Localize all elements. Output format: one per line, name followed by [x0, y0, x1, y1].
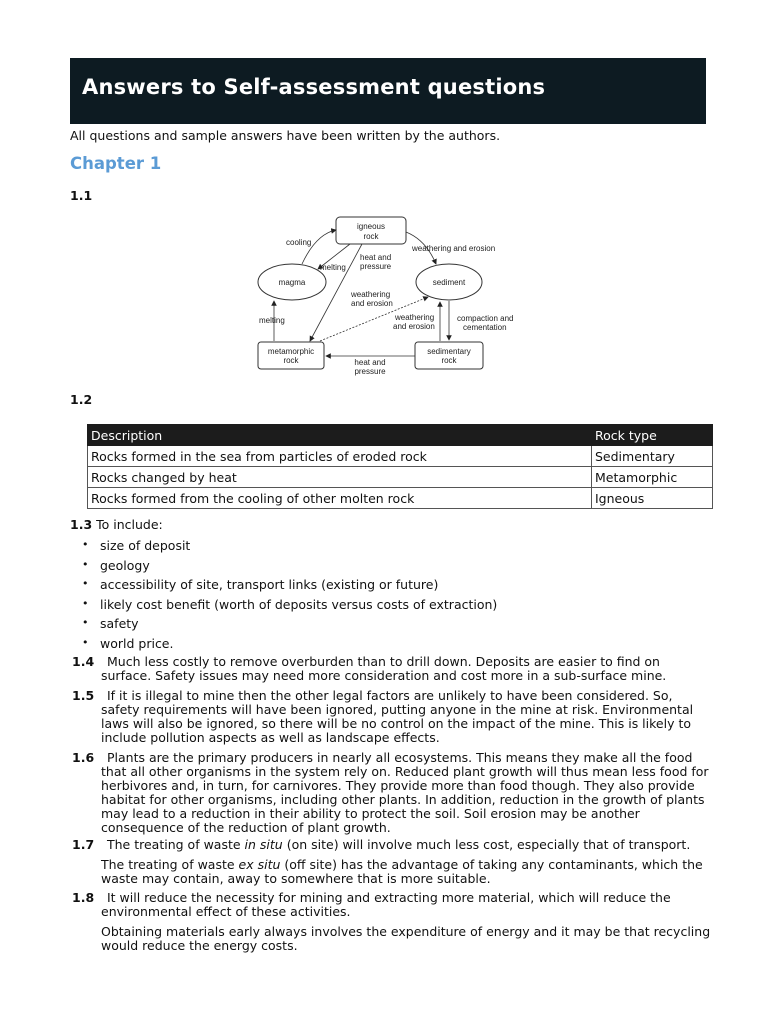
text-run: The treating of waste: [107, 837, 245, 852]
metamorphic-label-1: metamorphic: [267, 347, 315, 356]
answer-1-8-para-2: Obtaining materials early always involves the expenditure of energy and it may be that recycling would reduce the energy costs.: [101, 924, 711, 953]
label-weathering-center-2: and erosion: [351, 299, 393, 308]
label-heat-pressure-bottom-2: pressure: [354, 367, 386, 376]
list-item: • accessibility of site, transport links (existing or future): [82, 577, 497, 597]
label-melting-mid: melting: [320, 263, 346, 272]
answer-1-7-para-1: [101, 838, 712, 852]
list-item: • world price.: [82, 636, 497, 656]
answer-1-4-text: Much less costly to remove overburden than to drill down. Deposits are easier to find on surface. Safety issues may need more consideration and cost more in a sub-surface mine.: [101, 654, 667, 683]
chapter-heading: Chapter 1: [70, 154, 162, 173]
answer-1-8: [72, 891, 712, 953]
igneous-label-1: igneous: [356, 222, 386, 231]
question-number-1-2: 1.2: [70, 392, 93, 407]
question-number-1-8: 1.8: [72, 890, 95, 905]
sediment-label: sediment: [432, 278, 466, 287]
answer-1-5: [72, 689, 712, 745]
label-melting-left: melting: [259, 316, 285, 325]
question-number-1-4: 1.4: [72, 654, 95, 669]
answer-1-4: [72, 655, 712, 683]
answer-1-5-text: If it is illegal to mine then the other legal factors are unlikely to have been considered. So, safety requirements will have been ignored, putting anyone in the mine at risk. Environmental laws will also be ignored, so there will be no control on the impact of the mine. This is likely to include pollution aspects as well as landscape effects.: [101, 688, 694, 745]
answer-1-3-intro: To include:: [92, 517, 163, 532]
list-item: • likely cost benefit (worth of deposits versus costs of extraction): [82, 597, 497, 617]
text-emphasis: ex situ: [238, 857, 281, 872]
page-title: Answers to Self-assessment questions: [82, 75, 546, 99]
question-number-1-5: 1.5: [72, 688, 95, 703]
answer-1-6-text: Plants are the primary producers in nearly all ecosystems. This means they make all the food that all other organisms in the system rely on. Reduced plant growth will thus mean less food for herbivores and, in turn, for carnivores. They provide more than food though. They also provide habitat for other organisms, including other plants. In addition, reduction in the growth of plants may lead to a reduction in their ability to protect the soil. Soil erosion may be another consequence of the reduction of plant growth.: [101, 750, 709, 835]
sedimentary-label-2: rock: [441, 356, 457, 365]
cell-description: Rocks formed from the cooling of other molten rock: [88, 488, 592, 509]
question-number-1-6: 1.6: [72, 750, 95, 765]
title-banner: [70, 58, 706, 124]
cell-rock-type: Metamorphic: [592, 467, 713, 488]
intro-text: All questions and sample answers have been written by the authors.: [70, 128, 501, 143]
cell-description: Rocks changed by heat: [88, 467, 592, 488]
answer-1-3-list: [82, 538, 497, 656]
metamorphic-label-2: rock: [283, 356, 299, 365]
question-number-1-3: 1.3: [70, 517, 93, 532]
answer-1-7-para-2: [101, 858, 712, 886]
question-number-1-7: 1.7: [72, 837, 95, 852]
label-compaction-1: compaction and: [457, 314, 514, 323]
table-row: [88, 488, 713, 509]
table-row: [88, 467, 713, 488]
rock-type-table: [87, 424, 713, 509]
list-item: • geology: [82, 558, 497, 578]
label-heat-pressure-bottom-1: heat and: [354, 358, 386, 367]
list-item: • safety: [82, 616, 497, 636]
cell-rock-type: Igneous: [592, 488, 713, 509]
label-weathering-right-1: weathering: [395, 313, 435, 322]
text-run: (off site) has the advantage of taking any contaminants, which the waste may contain, away to somewhere that is more suitable.: [101, 857, 703, 886]
label-compaction-2: cementation: [463, 323, 507, 332]
answer-1-3-lead: [70, 518, 720, 532]
label-heat-pressure-mid-1: heat and: [360, 253, 392, 262]
text-run: The treating of waste: [101, 857, 239, 872]
igneous-label-2: rock: [363, 232, 379, 241]
sedimentary-label-1: sedimentary: [427, 347, 471, 356]
magma-label: magma: [278, 278, 306, 287]
label-cooling: cooling: [286, 238, 312, 247]
list-item: • size of deposit: [82, 538, 497, 558]
text-emphasis: in situ: [244, 837, 283, 852]
header-rock-type: Rock type: [592, 425, 713, 446]
table-header-row: [88, 425, 713, 446]
label-weathering-right-2: and erosion: [393, 322, 435, 331]
answer-1-6: [72, 751, 712, 835]
table-row: [88, 446, 713, 467]
cell-rock-type: Sedimentary: [592, 446, 713, 467]
cell-description: Rocks formed in the sea from particles of eroded rock: [88, 446, 592, 467]
answer-1-8-para-1: It will reduce the necessity for mining and extracting more material, which will reduce the environmental effect of these activities.: [101, 890, 671, 919]
header-description: Description: [88, 425, 592, 446]
label-weathering-center-1: weathering: [351, 290, 391, 299]
question-number-1-1: 1.1: [70, 188, 93, 203]
answer-1-7: [72, 838, 712, 886]
label-heat-pressure-mid-2: pressure: [360, 262, 392, 271]
text-run: (on site) will involve much less cost, especially that of transport.: [282, 837, 691, 852]
rock-cycle-diagram: [250, 212, 520, 380]
label-weathering-top: weathering and erosion: [412, 244, 496, 253]
